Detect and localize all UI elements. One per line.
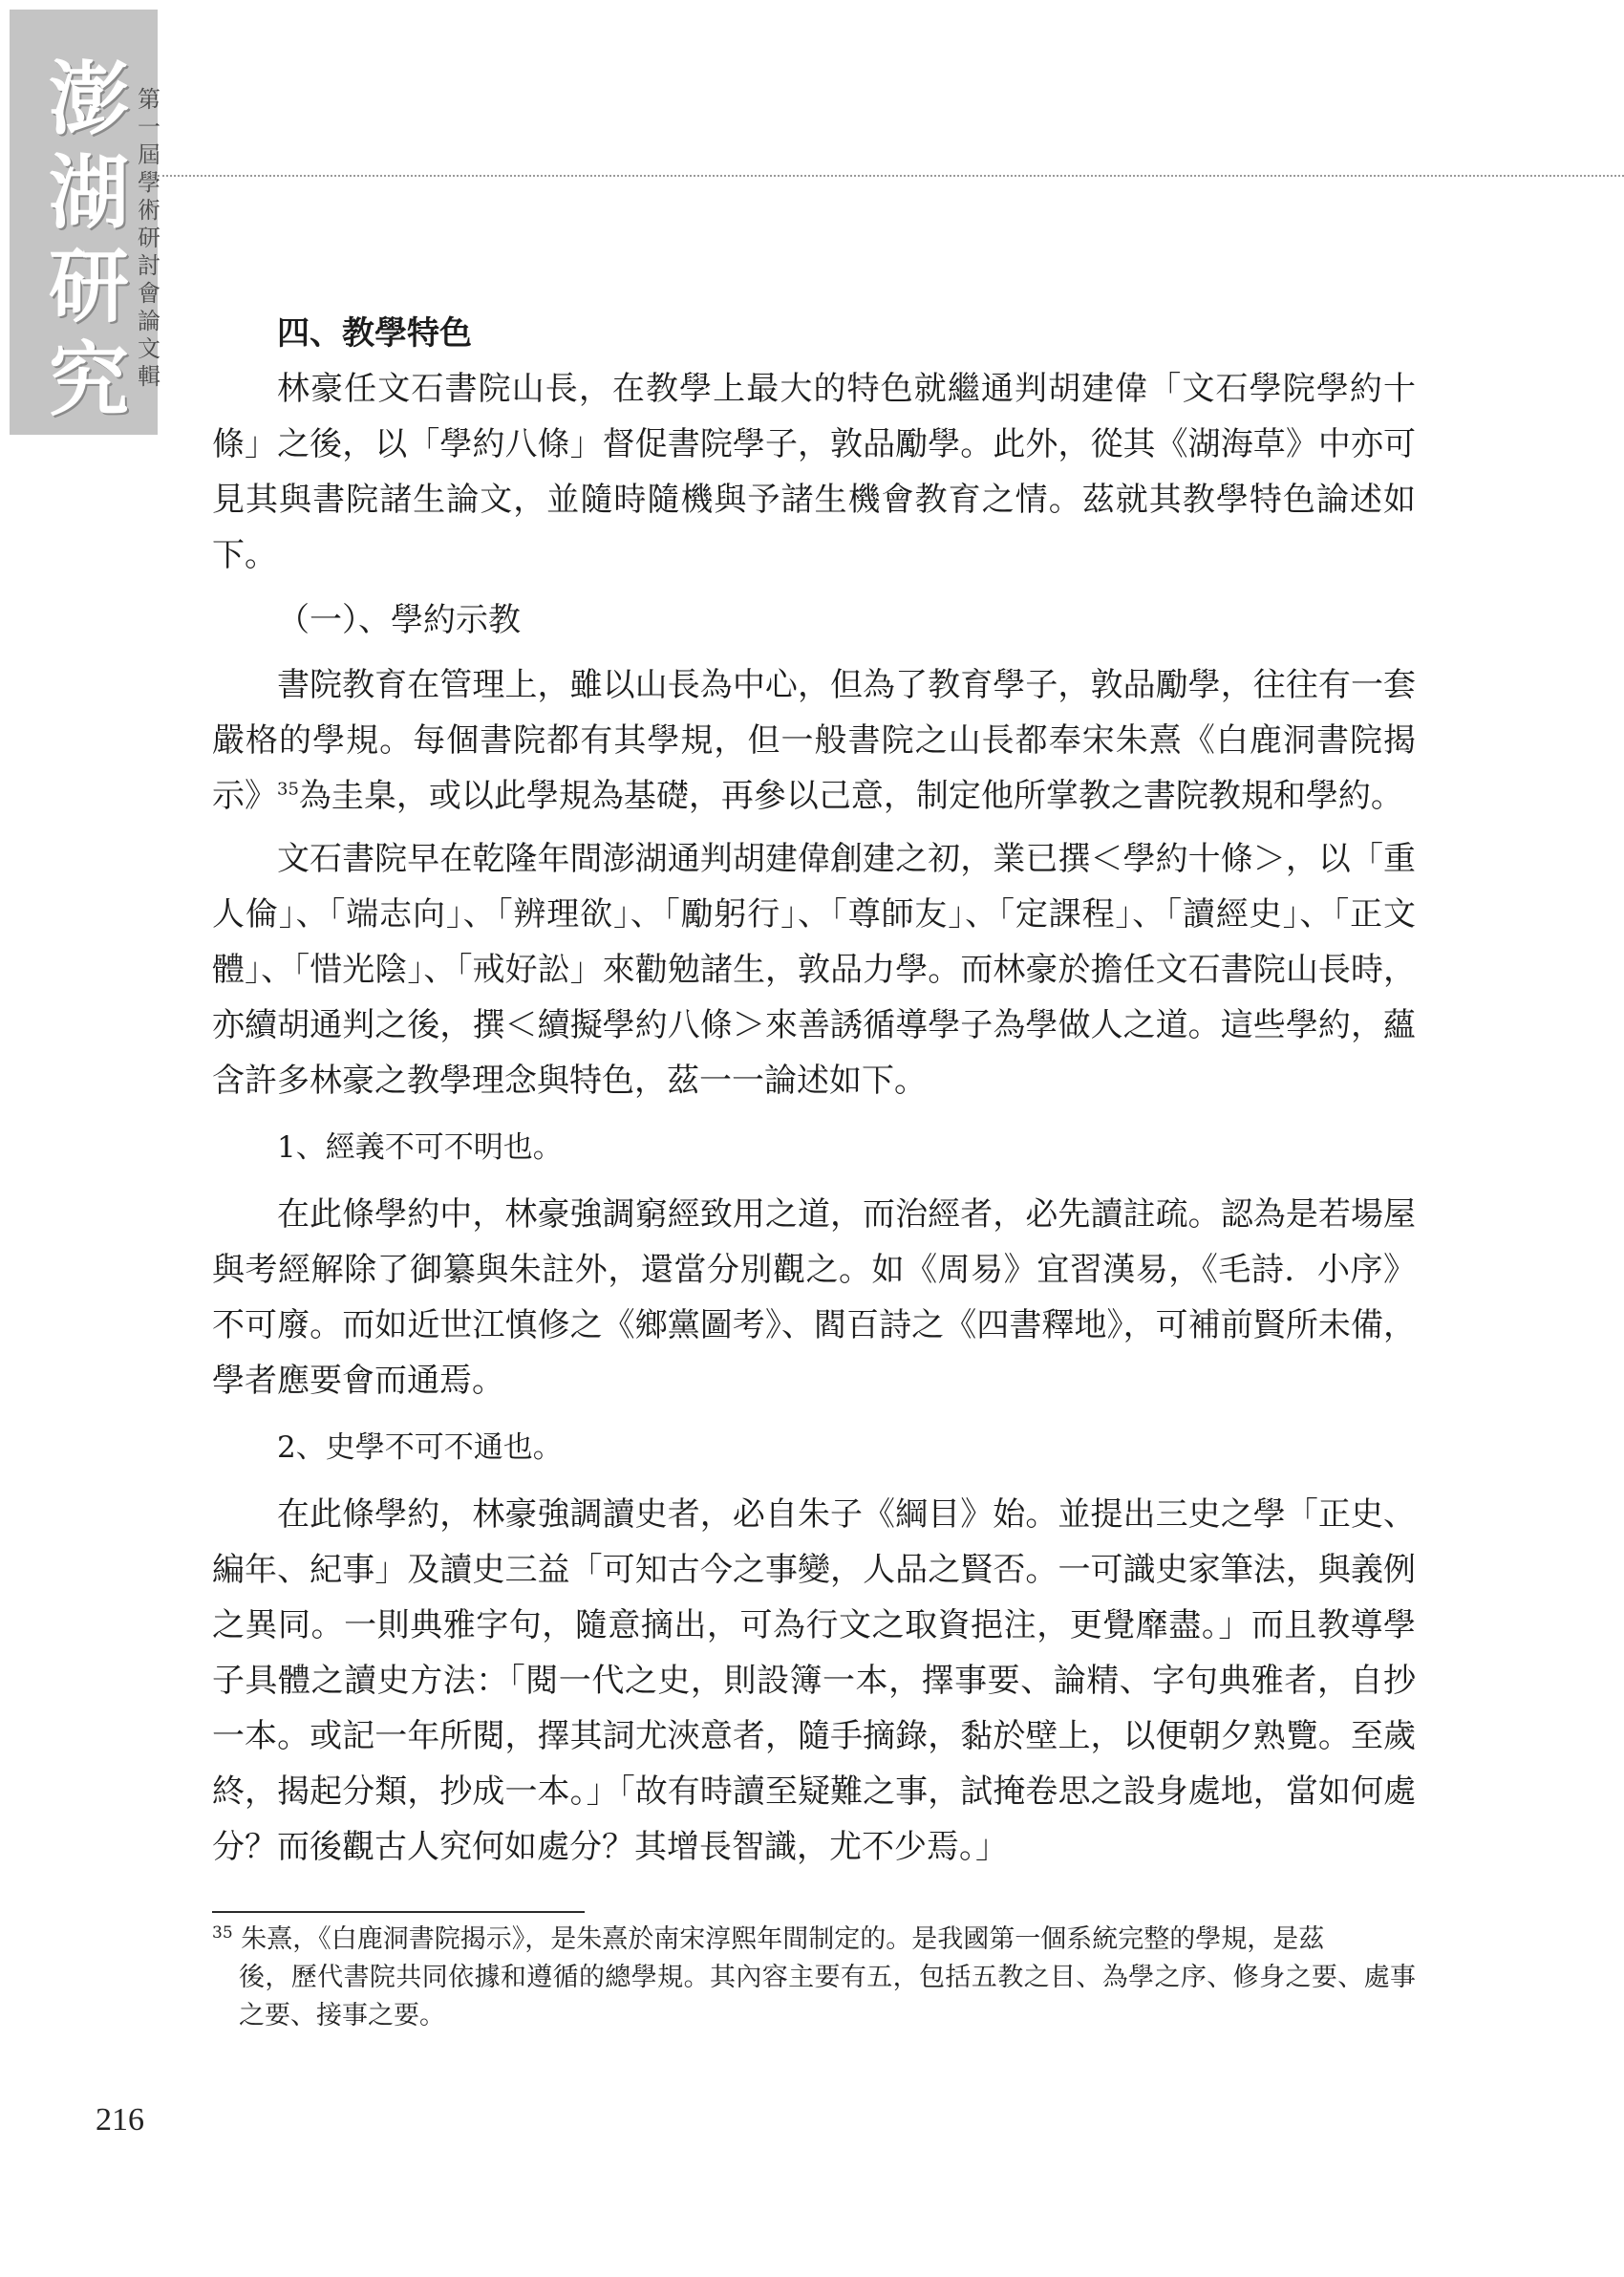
- journal-title-char: 澎: [48, 53, 129, 146]
- footnote-continuation: 後，歷代書院共同依據和遵循的總學規。其內容主要有五，包括五教之目、為學之序、修身之要、處事之要、接事之要。: [239, 1963, 1416, 2030]
- main-text: [212, 306, 1416, 1875]
- series-subtitle-char: 術: [138, 197, 160, 224]
- list-item-2: 2、史學不可不通也。: [277, 1430, 563, 1465]
- series-subtitle-char: 屆: [138, 141, 160, 168]
- footnote-text: 朱熹，《白鹿洞書院揭示》，是朱熹於南宋淳熙年間制定的。是我國第一個系統完整的學規，是茲: [241, 1924, 1325, 1954]
- paragraph-2: 文石書院早在乾隆年間澎湖通判胡建偉創建之初，業已撰＜學約十條＞，以「重人倫」、「端志向」、「辨理欲」、「勵躬行」、「尊師友」、「定課程」、「讀經史」、「正文體」、「惜光陰」、「戒好訟」來勸勉諸生，敦品力學。而林豪於擔任文石書院山長時，亦續胡通判之後，撰＜續擬學約八條＞來善誘循導學子為學做人之道。這些學約，蘊含許多林豪之教學理念與特色，茲一一論述如下。: [212, 840, 1416, 1100]
- footnote-rule: [212, 1911, 585, 1913]
- footnote: [212, 1921, 1416, 2035]
- header-dotted-rule: [158, 175, 1624, 177]
- series-subtitle-char: 研: [138, 225, 160, 251]
- paragraph-1-text: 書院教育在管理上，雖以山長為中心，但為了教育學子，敦品勵學，往往有一套嚴格的學規。每個書院都有其學規，但一般書院之山長都奉宋朱熹《白鹿洞書院揭示》: [212, 666, 1416, 815]
- journal-title-char: 研: [48, 240, 129, 333]
- series-title-tab: [10, 10, 158, 435]
- series-subtitle-char: 文: [138, 335, 160, 362]
- page-number: 216: [96, 2102, 144, 2137]
- series-subtitle-char: 論: [138, 308, 160, 334]
- section-heading: 四、教學特色: [277, 314, 472, 353]
- series-subtitle: [135, 86, 163, 391]
- series-subtitle-char: 討: [138, 252, 160, 279]
- footnote-number: 35: [212, 1923, 233, 1943]
- journal-title: [46, 53, 132, 427]
- series-subtitle-char: 會: [138, 280, 160, 307]
- footnote-first-line: [212, 1921, 1416, 1959]
- paragraph-intro: 林豪任文石書院山長，在教學上最大的特色就繼通判胡建偉「文石學院學約十條」之後，以「學約八條」督促書院學子，敦品勵學。此外，從其《湖海草》中亦可見其與書院諸生論文，並隨時隨機與予諸生機會教育之情。茲就其教學特色論述如下。: [212, 370, 1416, 574]
- paragraph-4: 在此條學約，林豪強調讀史者，必自朱子《綱目》始。並提出三史之學「正史、編年、紀事」及讀史三益「可知古今之事變，人品之賢否。一可識史家筆法，與義例之異同。一則典雅字句，隨意摘出，可為行文之取資挹注，更覺靡盡。」而且教導學子具體之讀史方法：「閱一代之史，則設簿一本，擇事要、論精、字句典雅者，自抄一本。或記一年所閱，擇其詞尤浹意者，隨手摘錄，黏於壁上，以便朝夕熟覽。至歲終，揭起分類，抄成一本。」「故有時讀至疑難之事，試掩卷思之設身處地，當如何處分？而後觀古人究何如處分？其增長智識，尤不少焉。」: [212, 1495, 1416, 1866]
- journal-title-char: 湖: [48, 146, 129, 240]
- paragraph-1: [212, 657, 1416, 824]
- series-subtitle-char: 一: [138, 114, 160, 140]
- journal-title-char: 究: [48, 333, 129, 427]
- sub-heading: （一）、學約示教: [277, 601, 521, 639]
- list-item-1: 1、經義不可不明也。: [277, 1130, 563, 1165]
- footnote-ref[interactable]: 35: [277, 779, 299, 800]
- paragraph-3: 在此條學約中，林豪強調窮經致用之道，而治經者，必先讀註疏。認為是若場屋與考經解除了御纂與朱註外，還當分別觀之。如《周易》宜習漢易，《毛詩．小序》不可廢。而如近世江慎修之《鄉黨圖考》、閻百詩之《四書釋地》，可補前賢所未備，學者應要會而通焉。: [212, 1195, 1416, 1400]
- series-subtitle-char: 第: [138, 86, 160, 113]
- series-subtitle-char: 學: [138, 169, 160, 196]
- series-subtitle-char: 輯: [138, 363, 160, 390]
- paragraph-1-tail: 為圭臬，或以此學規為基礎，再參以己意，制定他所掌教之書院教規和學約。: [298, 777, 1403, 815]
